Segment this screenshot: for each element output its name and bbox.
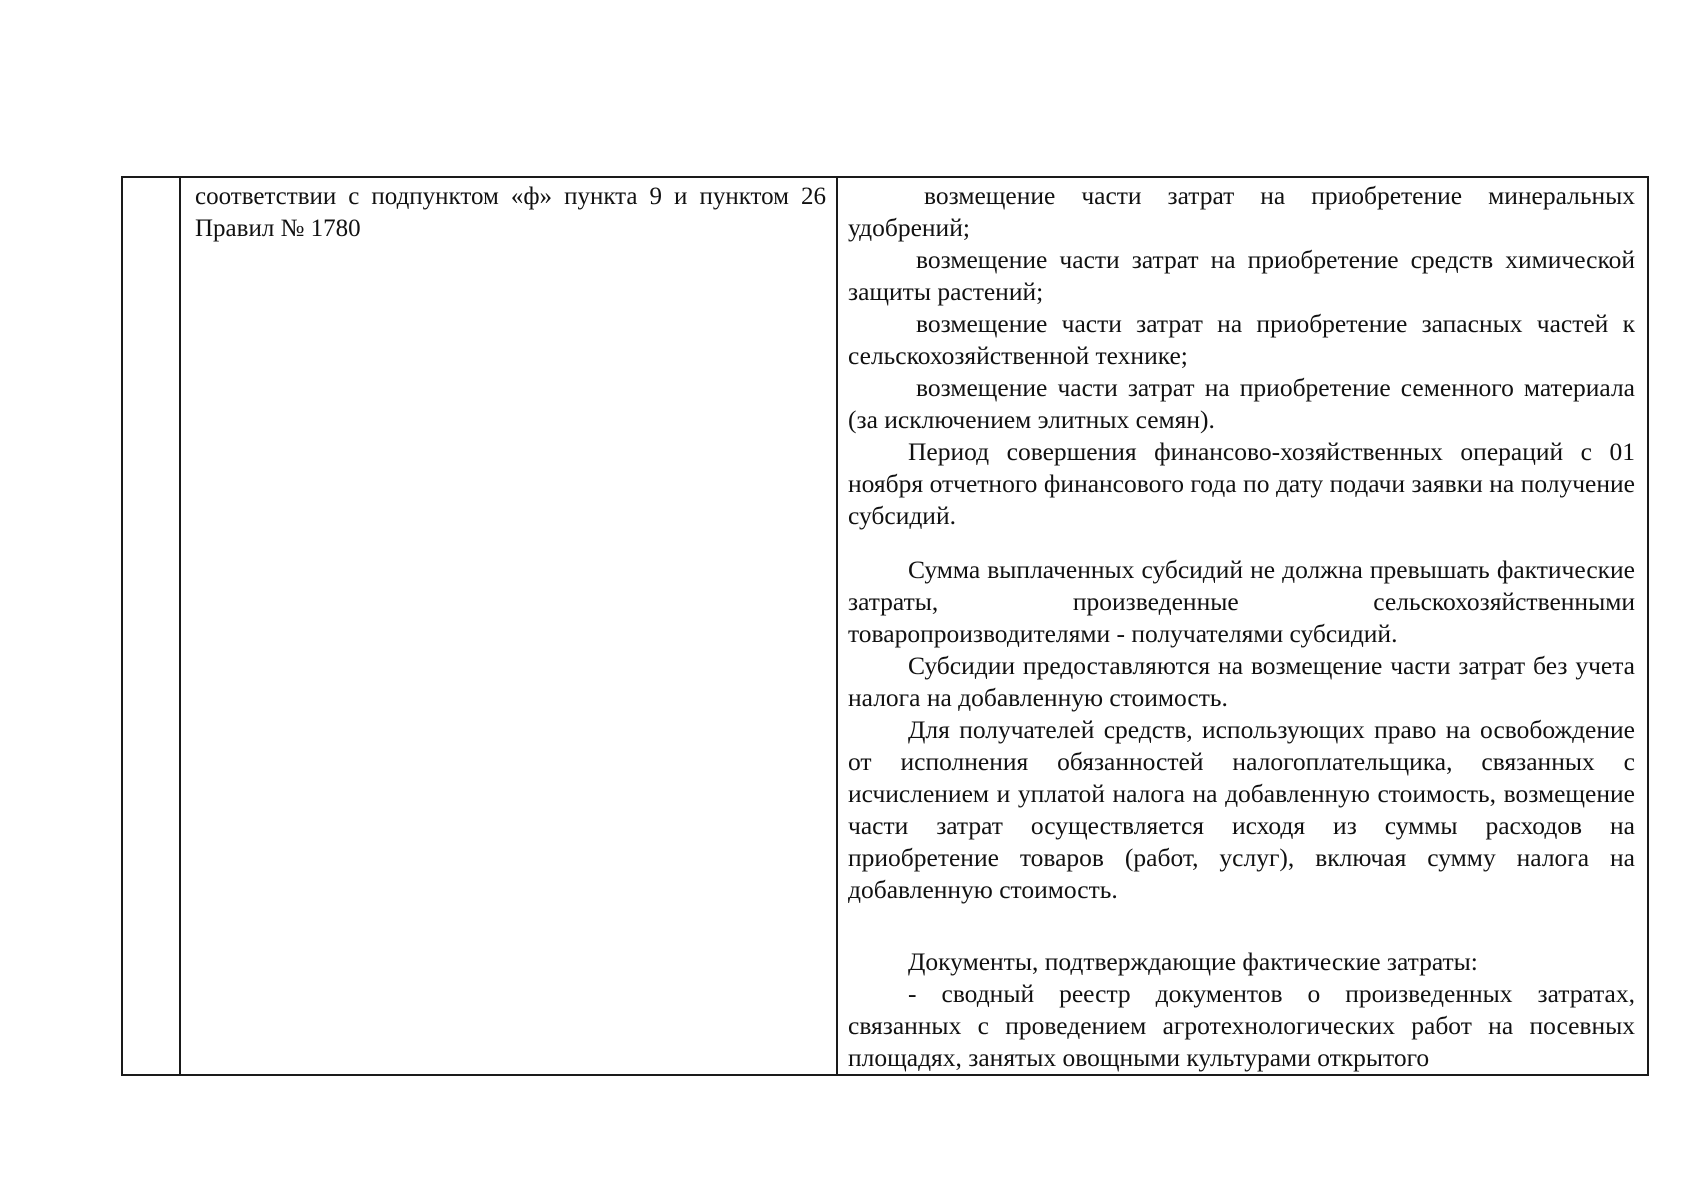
description-cell bbox=[837, 177, 1648, 1075]
list-item: возмещение части затрат на приобретение запасных частей к сельскохозяйственной технике; bbox=[848, 309, 1635, 370]
documents-heading: Документы, подтверждающие фактические затраты: bbox=[908, 947, 1478, 976]
list-item: возмещение части затрат на приобретение средств химической защиты растений; bbox=[848, 245, 1635, 306]
vat-exempt-paragraph: Для получателей средств, использующих право на освобождение от исполнения обязанностей налогоплательщика, связанных с исчислением и уплатой налога на добавленную стоимость, возмещение части затрат осуществляется исходя из суммы расходов на приобретение товаров (работ, услуг), включая сумму налога на добавленную стоимость. bbox=[848, 715, 1635, 904]
table-row bbox=[122, 177, 1648, 1075]
period-paragraph: Период совершения финансово-хозяйственных операций с 01 ноября отчетного финансового года по дату подачи заявки на получение субсидий. bbox=[848, 437, 1635, 530]
basis-text: соответствии с подпунктом «ф» пункта 9 и пунктом 26 Правил № 1780 bbox=[195, 183, 826, 242]
list-item: возмещение части затрат на приобретение семенного материала (за исключением элитных семян). bbox=[848, 373, 1635, 434]
sum-limit-paragraph: Сумма выплаченных субсидий не должна превышать фактические затраты, произведенные сельскохозяйственными товаропроизводителями - получателями субсидий. bbox=[848, 555, 1635, 648]
documents-item: - сводный реестр документов о произведенных затратах, связанных с проведением агротехнологических работ на посевных площадях, занятых овощными культурами открытого bbox=[848, 979, 1635, 1072]
document-table bbox=[121, 176, 1649, 1076]
row-number-cell bbox=[122, 177, 180, 1075]
list-item: возмещение части затрат на приобретение минеральных удобрений; bbox=[848, 181, 1635, 242]
basis-cell bbox=[180, 177, 837, 1075]
vat-excluded-paragraph: Субсидии предоставляются на возмещение части затрат без учета налога на добавленную стоимость. bbox=[848, 651, 1635, 712]
